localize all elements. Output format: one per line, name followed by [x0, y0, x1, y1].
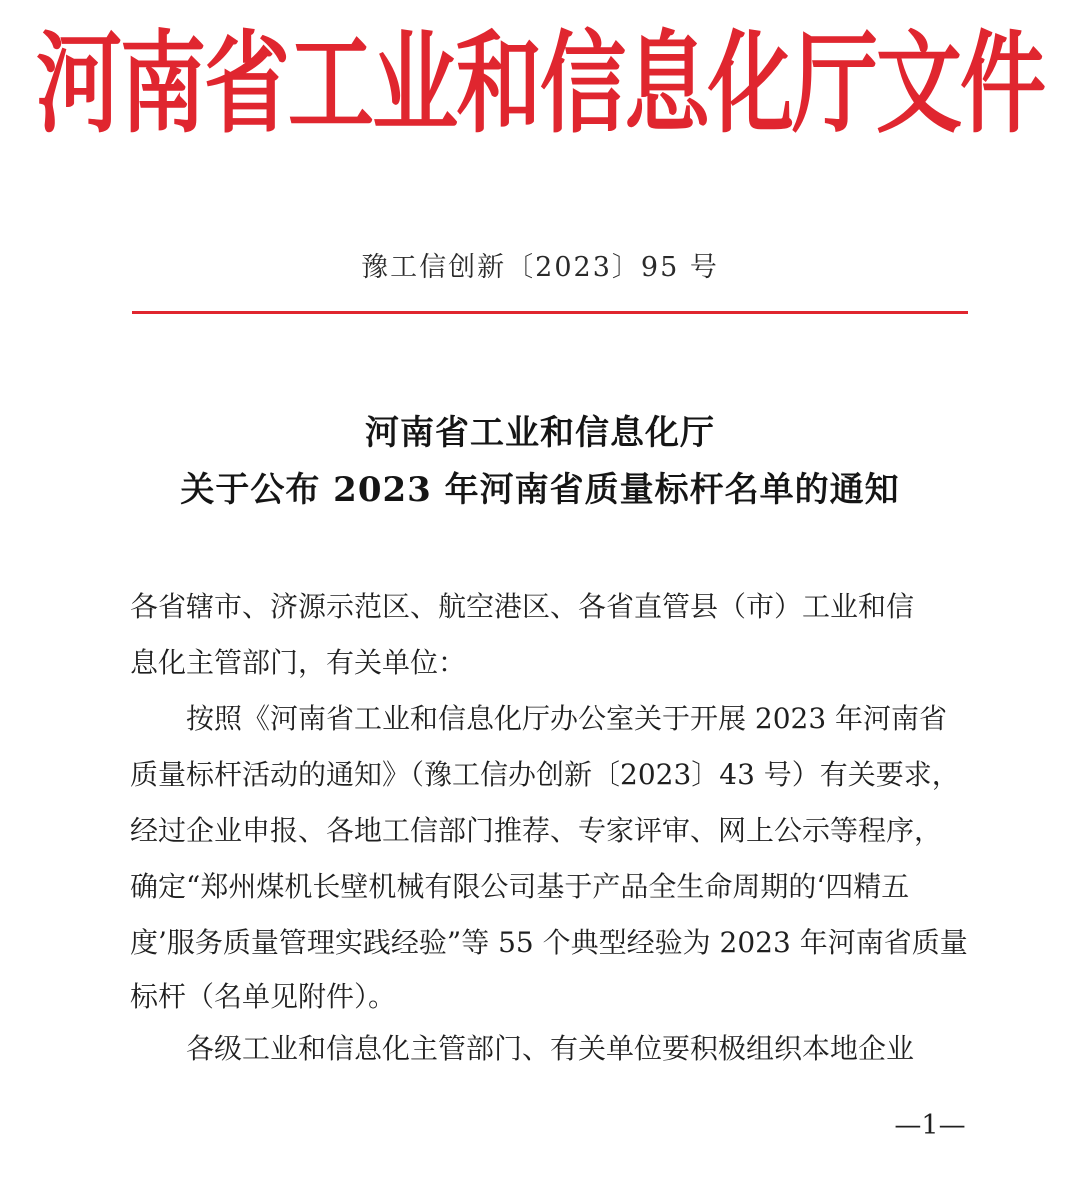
body-line-9: 各级工业和信息化主管部门、有关单位要积极组织本地企业 — [130, 1032, 915, 1065]
body-line-2: 息化主管部门，有关单位： — [130, 646, 467, 679]
body-line-3: 按照《河南省工业和信息化厅办公室关于开展 2023 年河南省 — [130, 702, 948, 735]
body-line-5: 经过企业申报、各地工信部门推荐、专家评审、网上公示等程序， — [130, 814, 943, 847]
document-number: 豫工信创新〔2023〕95 号 — [361, 252, 719, 283]
body-line-1: 各省辖市、济源示范区、航空港区、各省直管县（市）工业和信 — [130, 590, 915, 623]
body-line-4: 质量标杆活动的通知》（豫工信办创新〔2023〕43 号）有关要求， — [130, 758, 960, 791]
red-divider-line — [132, 311, 968, 314]
notice-title-line-1: 河南省工业和信息化厅 — [365, 413, 715, 453]
notice-title-line-2: 关于公布 2023 年河南省质量标杆名单的通知 — [180, 470, 900, 510]
page-number: —1— — [894, 1110, 966, 1141]
agency-header-title-text: 河南省工业和信息化厅文件 — [36, 21, 1044, 150]
body-line-7: 度’服务质量管理实践经验”等 55 个典型经验为 2023 年河南省质量 — [130, 926, 968, 959]
agency-header-title — [0, 20, 1080, 150]
body-line-8: 标杆（名单见附件）。 — [130, 980, 397, 1013]
body-line-6: 确定“郑州煤机长壁机械有限公司基于产品全生命周期的‘四精五 — [130, 870, 910, 903]
